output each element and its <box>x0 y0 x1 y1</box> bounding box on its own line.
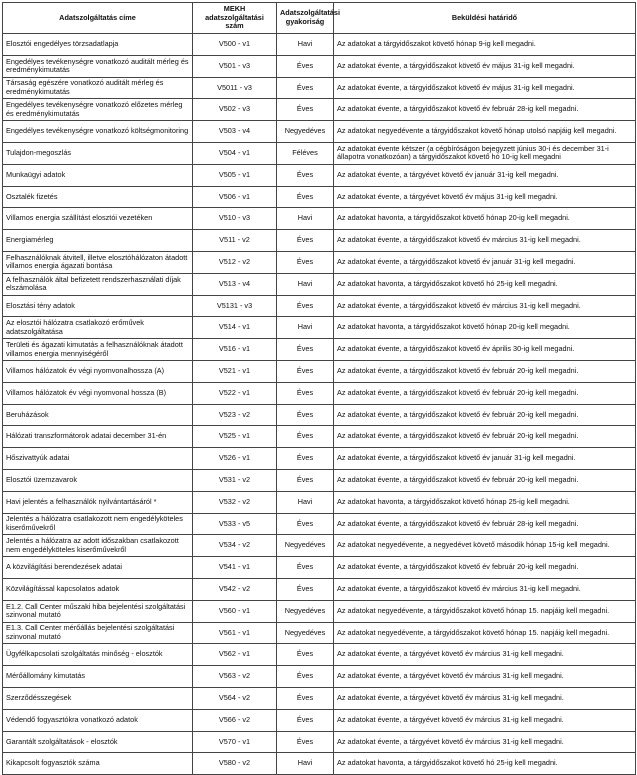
cell-deadline: Az adatokat évente, a tárgyidőszakot követő év január 31-ig kell megadni. <box>334 448 636 470</box>
table-row <box>3 600 636 622</box>
cell-name: Elosztói üzemzavarok <box>3 469 193 491</box>
header-row <box>3 3 636 34</box>
cell-name: A felhasználók által befizetett rendszerhasználati díjak elszámolása <box>3 273 193 295</box>
cell-deadline: Az adatokat évente, a tárgyévet követő év január 31-ig kell megadni. <box>334 164 636 186</box>
table-header <box>3 3 636 34</box>
cell-deadline: Az adatokat negyedévente a tárgyidőszakot követő hónap utolsó napjáig kell megadni. <box>334 121 636 143</box>
table-row <box>3 208 636 230</box>
cell-name: Elosztási tény adatok <box>3 295 193 317</box>
cell-frequency: Havi <box>277 317 334 339</box>
cell-deadline: Az adatokat havonta, a tárgyidőszakot követő hónap 25-ig kell megadni. <box>334 491 636 513</box>
cell-name: Villamos hálózatok év végi nyomvonal hossza (B) <box>3 382 193 404</box>
cell-code: V501 - v3 <box>193 55 277 77</box>
cell-frequency: Negyedéves <box>277 600 334 622</box>
table-row <box>3 186 636 208</box>
cell-code: V503 - v4 <box>193 121 277 143</box>
cell-name: Engedélyes tevékenységre vonatkozó költségmonitoring <box>3 121 193 143</box>
cell-deadline: Az adatokat évente, a tárgyévet követő év március 31-ig kell megadni. <box>334 731 636 753</box>
cell-frequency: Éves <box>277 687 334 709</box>
cell-code: V516 - v1 <box>193 339 277 361</box>
cell-frequency: Éves <box>277 382 334 404</box>
cell-code: V521 - v1 <box>193 360 277 382</box>
cell-deadline: Az adatokat évente, a tárgyidőszakot követő év május 31-ig kell megadni. <box>334 77 636 99</box>
data-submission-table-sheet <box>2 2 635 775</box>
cell-code: V514 - v1 <box>193 317 277 339</box>
cell-deadline: Az adatokat a tárgyidőszakot követő hónap 9-ig kell megadni. <box>334 34 636 56</box>
table-row <box>3 535 636 557</box>
cell-name: Engedélyes tevékenységre vonatkozó auditált mérleg és eredménykimutatás <box>3 55 193 77</box>
cell-code: V522 - v1 <box>193 382 277 404</box>
cell-deadline: Az adatokat évente, a tárgyévet követő év március 31-ig kell megadni. <box>334 709 636 731</box>
header-frequency: Adatszolgáltatási gyakoriság <box>277 3 334 34</box>
cell-name: Hőszivattyúk adatai <box>3 448 193 470</box>
cell-deadline: Az adatokat évente, a tárgyévet követő év március 31-ig kell megadni. <box>334 687 636 709</box>
table-row <box>3 491 636 513</box>
cell-code: V506 - v1 <box>193 186 277 208</box>
cell-frequency: Éves <box>277 295 334 317</box>
cell-name: Osztalék fizetés <box>3 186 193 208</box>
cell-frequency: Éves <box>277 666 334 688</box>
table-row <box>3 687 636 709</box>
cell-frequency: Éves <box>277 186 334 208</box>
cell-deadline: Az adatokat évente, a tárgyidőszakot követő év március 31-ig kell megadni. <box>334 230 636 252</box>
cell-frequency: Éves <box>277 164 334 186</box>
table-row <box>3 121 636 143</box>
cell-deadline: Az adatokat évente, a tárgyidőszakot követő év február 20-ig kell megadni. <box>334 382 636 404</box>
cell-name: Közvilágítással kapcsolatos adatok <box>3 578 193 600</box>
table-row <box>3 273 636 295</box>
cell-deadline: Az adatokat havonta, a tárgyidőszakot követő hó 25-ig kell megadni. <box>334 273 636 295</box>
cell-frequency: Havi <box>277 753 334 775</box>
cell-deadline: Az adatokat évente, a tárgyévet követő év május 31-ig kell megadni. <box>334 186 636 208</box>
cell-frequency: Negyedéves <box>277 121 334 143</box>
cell-name: Energiamérleg <box>3 230 193 252</box>
cell-code: V542 - v2 <box>193 578 277 600</box>
table-row <box>3 666 636 688</box>
table-row <box>3 709 636 731</box>
cell-code: V560 - v1 <box>193 600 277 622</box>
table-row <box>3 99 636 121</box>
table-row <box>3 731 636 753</box>
cell-name: Az elosztói hálózatra csatlakozó erőművek adatszolgáltatása <box>3 317 193 339</box>
cell-code: V562 - v1 <box>193 644 277 666</box>
cell-frequency: Negyedéves <box>277 535 334 557</box>
cell-deadline: Az adatokat évente, a tárgyidőszakot követő év február 20-ig kell megadni. <box>334 404 636 426</box>
cell-name: E1.3. Call Center mérőállás bejelentési szolgáltatási szinvonal mutató <box>3 622 193 644</box>
table-row <box>3 448 636 470</box>
cell-frequency: Éves <box>277 578 334 600</box>
cell-deadline: Az adatokat negyedévente, a tárgyidőszakot követő hónap 15. napjáig kell megadni. <box>334 600 636 622</box>
cell-name: Mérőállomány kimutatás <box>3 666 193 688</box>
cell-name: Elosztói engedélyes törzsadatlapja <box>3 34 193 56</box>
table-row <box>3 251 636 273</box>
table-row <box>3 55 636 77</box>
table-row <box>3 513 636 535</box>
table-row <box>3 404 636 426</box>
cell-code: V533 - v5 <box>193 513 277 535</box>
table-row <box>3 557 636 579</box>
table-row <box>3 382 636 404</box>
table-row <box>3 469 636 491</box>
table-row <box>3 164 636 186</box>
cell-name: Villamos hálózatok év végi nyomvonalhossza (A) <box>3 360 193 382</box>
cell-name: Havi jelentés a felhasználók nyilvántartásáról * <box>3 491 193 513</box>
cell-frequency: Éves <box>277 644 334 666</box>
header-name: Adatszolgáltatás címe <box>3 3 193 34</box>
table-row <box>3 230 636 252</box>
cell-deadline: Az adatokat évente, a tárgyidőszakot követő év március 31-ig kell megadni. <box>334 295 636 317</box>
table-body <box>3 34 636 775</box>
data-submission-table <box>2 2 636 775</box>
cell-frequency: Éves <box>277 230 334 252</box>
cell-code: V580 - v2 <box>193 753 277 775</box>
cell-frequency: Éves <box>277 731 334 753</box>
cell-frequency: Éves <box>277 339 334 361</box>
cell-name: Társaság egészére vonatkozó auditált mérleg és eredménykimutatás <box>3 77 193 99</box>
table-row <box>3 77 636 99</box>
table-row <box>3 142 636 164</box>
cell-code: V566 - v2 <box>193 709 277 731</box>
cell-name: Jelentés a hálózatra csatlakozott nem engedélyköteles kiserőművekről <box>3 513 193 535</box>
cell-code: V513 - v4 <box>193 273 277 295</box>
cell-code: V531 - v2 <box>193 469 277 491</box>
cell-deadline: Az adatokat évente, a tárgyidőszakot követő év február 20-ig kell megadni. <box>334 557 636 579</box>
cell-frequency: Éves <box>277 557 334 579</box>
cell-frequency: Éves <box>277 469 334 491</box>
cell-name: Kikapcsolt fogyasztók száma <box>3 753 193 775</box>
table-row <box>3 622 636 644</box>
cell-code: V5011 - v3 <box>193 77 277 99</box>
cell-frequency: Éves <box>277 360 334 382</box>
cell-code: V570 - v1 <box>193 731 277 753</box>
cell-frequency: Havi <box>277 208 334 230</box>
cell-code: V563 - v2 <box>193 666 277 688</box>
cell-code: V541 - v1 <box>193 557 277 579</box>
cell-deadline: Az adatokat évente, a tárgyévet követő év március 31-ig kell megadni. <box>334 644 636 666</box>
cell-name: Jelentés a hálózatra az adott időszakban csatlakozott nem engedélyköteles kiserőművekről <box>3 535 193 557</box>
cell-code: V512 - v2 <box>193 251 277 273</box>
cell-name: Munkaügyi adatok <box>3 164 193 186</box>
cell-deadline: Az adatokat havonta, a tárgyidőszakot követő hó 25-ig kell megadni. <box>334 753 636 775</box>
cell-name: Tulajdon-megoszlás <box>3 142 193 164</box>
table-row <box>3 644 636 666</box>
cell-deadline: Az adatokat havonta, a tárgyidőszakot követő hónap 20-ig kell megadni. <box>334 317 636 339</box>
cell-code: V502 - v3 <box>193 99 277 121</box>
cell-code: V500 - v1 <box>193 34 277 56</box>
cell-name: Ügyfélkapcsolati szolgáltatás minőség - elosztók <box>3 644 193 666</box>
cell-deadline: Az adatokat évente, a tárgyidőszakot követő év május 31-ig kell megadni. <box>334 55 636 77</box>
cell-deadline: Az adatokat havonta, a tárgyidőszakot követő hónap 20-ig kell megadni. <box>334 208 636 230</box>
cell-name: Hálózati transzformátorok adatai december 31-én <box>3 426 193 448</box>
table-row <box>3 317 636 339</box>
cell-deadline: Az adatokat évente, a tárgyidőszakot követő év február 20-ig kell megadni. <box>334 360 636 382</box>
cell-frequency: Havi <box>277 34 334 56</box>
cell-code: V505 - v1 <box>193 164 277 186</box>
table-row <box>3 34 636 56</box>
cell-name: Engedélyes tevékenységre vonatkozó előzetes mérleg és eredménykimutatás <box>3 99 193 121</box>
cell-frequency: Éves <box>277 55 334 77</box>
cell-deadline: Az adatokat évente, a tárgyidőszakot követő év január 31-ig kell megadni. <box>334 251 636 273</box>
cell-code: V5131 - v3 <box>193 295 277 317</box>
cell-code: V564 - v2 <box>193 687 277 709</box>
table-row <box>3 360 636 382</box>
cell-frequency: Féléves <box>277 142 334 164</box>
cell-frequency: Éves <box>277 404 334 426</box>
cell-name: Beruházások <box>3 404 193 426</box>
cell-code: V525 - v1 <box>193 426 277 448</box>
cell-code: V532 - v2 <box>193 491 277 513</box>
cell-code: V534 - v2 <box>193 535 277 557</box>
cell-code: V561 - v1 <box>193 622 277 644</box>
cell-frequency: Éves <box>277 251 334 273</box>
cell-frequency: Éves <box>277 709 334 731</box>
cell-frequency: Éves <box>277 448 334 470</box>
cell-code: V523 - v2 <box>193 404 277 426</box>
cell-deadline: Az adatokat évente, a tárgyidőszakot követő év március 31-ig kell megadni. <box>334 578 636 600</box>
cell-name: Szerződésszegések <box>3 687 193 709</box>
cell-deadline: Az adatokat évente, a tárgyévet követő év március 31-ig kell megadni. <box>334 666 636 688</box>
cell-deadline: Az adatokat évente, a tárgyidőszakot követő év február 20-ig kell megadni. <box>334 426 636 448</box>
cell-frequency: Havi <box>277 273 334 295</box>
cell-name: Garantált szolgáltatások - elosztók <box>3 731 193 753</box>
cell-deadline: Az adatokat évente, a tárgyidőszakot követő év február 28-ig kell megadni. <box>334 513 636 535</box>
table-row <box>3 339 636 361</box>
cell-code: V511 - v2 <box>193 230 277 252</box>
cell-deadline: Az adatokat negyedévente, a negyedévet követő második hónap 15-ig kell megadni. <box>334 535 636 557</box>
cell-frequency: Éves <box>277 513 334 535</box>
cell-name: Felhasználóknak átvitell, illetve elosztóhálózaton átadott villamos energia ágazati bontása <box>3 251 193 273</box>
cell-frequency: Éves <box>277 99 334 121</box>
cell-name: A közvilágítási berendezések adatai <box>3 557 193 579</box>
header-deadline: Beküldési határidő <box>334 3 636 34</box>
cell-name: Területi és ágazati kimutatás a felhasználóknak átadott villamos energia mennyiségéről <box>3 339 193 361</box>
table-row <box>3 295 636 317</box>
table-row <box>3 753 636 775</box>
cell-name: Védendő fogyasztókra vonatkozó adatok <box>3 709 193 731</box>
cell-frequency: Éves <box>277 426 334 448</box>
cell-frequency: Negyedéves <box>277 622 334 644</box>
cell-frequency: Havi <box>277 491 334 513</box>
cell-deadline: Az adatokat évente kétszer (a cégbíróságon bejegyzett június 30-i és december 31-i állapotra vonatkozóan) a tárgyidőszakot követő hó 10-ig kell megadni <box>334 142 636 164</box>
cell-deadline: Az adatokat évente, a tárgyidőszakot követő év február 28-ig kell megadni. <box>334 99 636 121</box>
cell-deadline: Az adatokat negyedévente, a tárgyidőszakot követő hónap 15. napjáig kell megadni. <box>334 622 636 644</box>
cell-code: V504 - v1 <box>193 142 277 164</box>
table-row <box>3 426 636 448</box>
cell-name: Villamos energia szállítást elosztói vezetéken <box>3 208 193 230</box>
table-row <box>3 578 636 600</box>
cell-name: E1.2. Call Center műszaki hiba bejelentési szolgáltatási szinvonal mutató <box>3 600 193 622</box>
cell-deadline: Az adatokat évente, a tárgyidőszakot követő év február 20-ig kell megadni. <box>334 469 636 491</box>
header-code: MEKH adatszolgáltatási szám <box>193 3 277 34</box>
cell-deadline: Az adatokat évente, a tárgyidőszakot követő év április 30-ig kell megadni. <box>334 339 636 361</box>
cell-frequency: Éves <box>277 77 334 99</box>
cell-code: V510 - v3 <box>193 208 277 230</box>
cell-code: V526 - v1 <box>193 448 277 470</box>
